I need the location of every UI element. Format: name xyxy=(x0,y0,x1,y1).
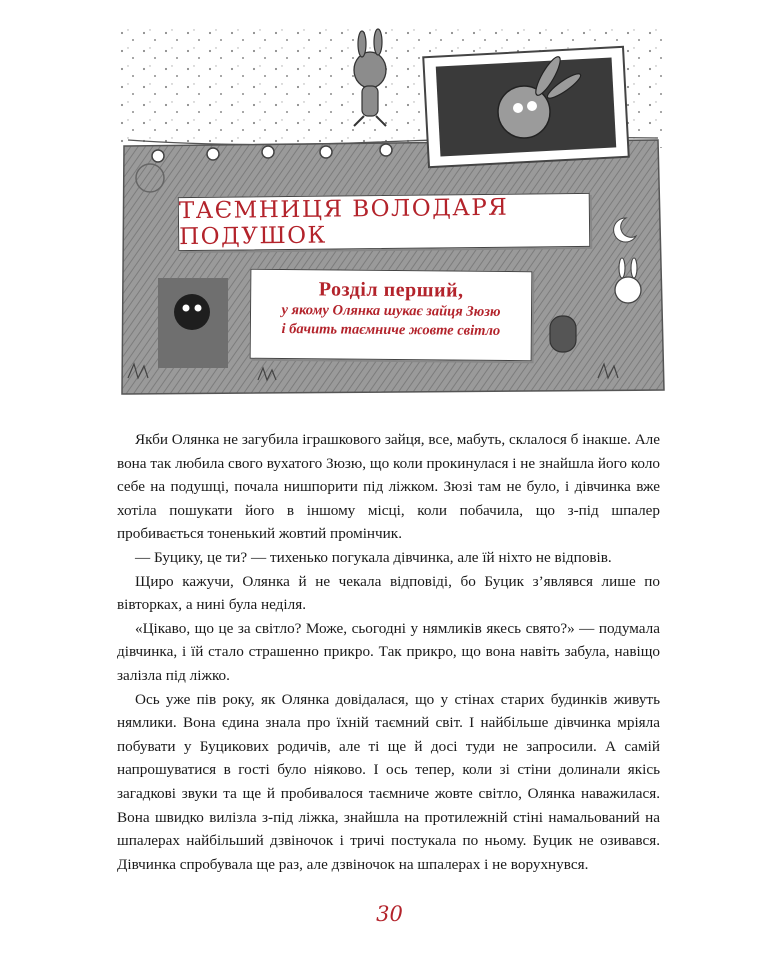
paragraph: Ось уже пів року, як Олянка довідалася, що у стінах старих будинків живуть нямлики. Вона єдина знала про їхній таємний світ. І найбільше дівчинка мріяла побувати у Буцикових родичів, але ті ще й досі туди не запросили. А самій напрошуватися в гості було ніяково. І ось тепер, коли зі стіни долинали якісь загадкові звуки та ще й пробивалося таємниче жовте світло, Олянка наважилася. Вона швидко вилізла з-під ліжка, знайшла на протилежній стіні намальований на шпалерах найбільший дзвіночок і тричі постукала по ньому. Буцик не озивався. Дівчинка спробувала ще раз, але дзвіночок на шпалерах і не ворухнувся. xyxy=(117,690,660,873)
body-text xyxy=(117,428,660,876)
chapter-subtitle-line-1: Розділ перший, xyxy=(318,278,464,302)
chapter-title: ТАЄМНИЦЯ ВОЛОДАРЯ ПОДУШОК xyxy=(178,193,591,251)
paragraph: Щиро кажучи, Олянка й не чекала відповіді, бо Буцик з’являвся лише по вівторках, а нині була неділя. xyxy=(117,572,660,614)
chapter-subtitle-line-2: у якому Олянка шукає зайця Зюзю xyxy=(281,302,501,320)
chapter-subtitle xyxy=(250,269,533,361)
paragraph: «Цікаво, що це за світло? Може, сьогодні у нямликів якесь свято?» — подумала дівчинка, і їй стало страшенно прикро. Так прикро, що вона навіть забула, навіщо залізла під ліжко. xyxy=(117,619,660,684)
chapter-subtitle-line-3: і бачить таємниче жовте світло xyxy=(281,321,501,339)
page-number: 30 xyxy=(376,902,403,926)
paragraph: Якби Олянка не загубила іграшкового зайця, все, мабуть, склалося б інакше. Але вона так любила свого вухатого Зюзю, що коли прокинулася і не знайшла його коло себе на подушці, почала нишпорити під ліжком. Зюзі там не було, і дівчинка вже хотіла пошукати його в іншому місці, коли побачила, що з-під шпалер пробивається тоненький жовтий промінчик. xyxy=(117,431,660,543)
paragraph: — Буцику, це ти? — тихенько погукала дівчинка, але їй ніхто не відповів. xyxy=(135,548,612,566)
